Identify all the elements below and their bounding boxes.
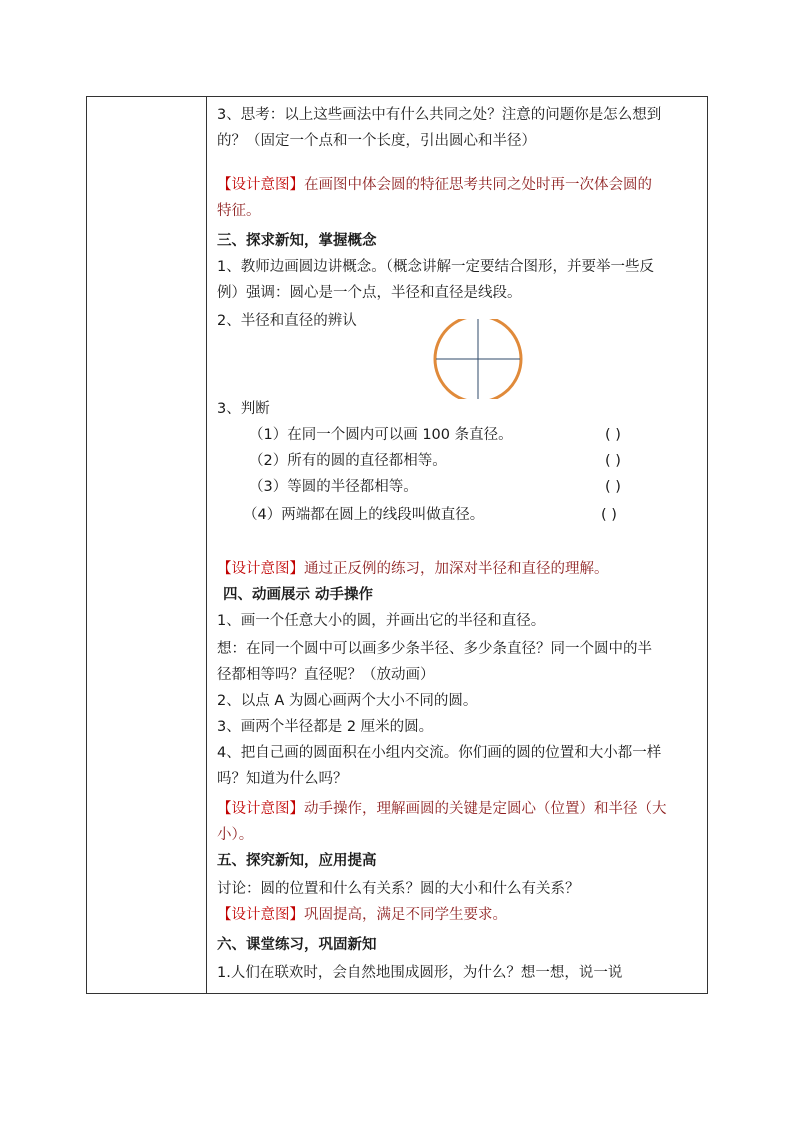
design-intent-label: 【设计意图】 [217, 177, 304, 193]
text-line: 2、以点 A 为圆心画两个大小不同的圆。 [217, 693, 478, 709]
design-intent-text: 通过正反例的练习，加深对半径和直径的理解。 [304, 561, 609, 577]
design-intent-text: 动手操作，理解画圆的关键是定圆心（位置）和半径（大 [304, 801, 667, 817]
answer-blank: ( ) [601, 507, 617, 523]
text-line: 4、把自己画的圆面积在小组内交流。你们画的圆的位置和大小都一样 [217, 745, 662, 761]
section-heading-4: 四、动画展示 动手操作 [223, 587, 374, 603]
text-line: 特征。 [217, 203, 261, 219]
section-heading-6: 六、课堂练习，巩固新知 [217, 937, 377, 953]
judge-item-3: （3）等圆的半径都相等。 [249, 479, 418, 495]
design-intent-text: 巩固提高，满足不同学生要求。 [304, 907, 507, 923]
column-divider [206, 97, 207, 993]
design-intent-4 [217, 905, 701, 925]
circle-diagram [431, 319, 525, 399]
design-intent-label: 【设计意图】 [217, 561, 304, 577]
text-line: 3、思考：以上这些画法中有什么共同之处？注意的问题你是怎么想到 [217, 107, 662, 123]
text-line: 1、画一个任意大小的圆，并画出它的半径和直径。 [217, 613, 546, 629]
judge-item-1: （1）在同一个圆内可以画 100 条直径。 [249, 427, 513, 443]
design-intent-2 [217, 559, 701, 579]
lesson-content [217, 97, 701, 993]
design-intent-text: 在画图中体会圆的特征思考共同之处时再一次体会圆的 [304, 177, 652, 193]
judge-item-2: （2）所有的圆的直径都相等。 [249, 453, 447, 469]
answer-blank: ( ) [605, 479, 621, 495]
answer-blank: ( ) [605, 453, 621, 469]
answer-blank: ( ) [605, 427, 621, 443]
text-line: 3、画两个半径都是 2 厘米的圆。 [217, 719, 434, 735]
text-line: 2、半径和直径的辨认 [217, 313, 357, 329]
text-line: 1.人们在联欢时，会自然地围成圆形，为什么？想一想，说一说 [217, 965, 623, 981]
text-line: 1、教师边画圆边讲概念。（概念讲解一定要结合图形，并要举一些反 [217, 259, 654, 275]
design-intent-label: 【设计意图】 [217, 801, 304, 817]
design-intent-label: 【设计意图】 [217, 907, 304, 923]
text-line: 3、判断 [217, 401, 270, 417]
text-line: 径都相等吗？直径呢？（放动画） [217, 667, 435, 683]
text-line: 讨论：圆的位置和什么有关系？圆的大小和什么有关系？ [217, 881, 580, 897]
text-line: 想：在同一个圆中可以画多少条半径、多少条直径？同一个圆中的半 [217, 641, 652, 657]
lesson-table [86, 96, 708, 994]
design-intent-3 [217, 799, 701, 819]
section-heading-5: 五、探究新知，应用提高 [217, 853, 377, 869]
judge-item-4: （4）两端都在圆上的线段叫做直径。 [243, 507, 485, 523]
design-intent-1 [217, 175, 701, 195]
text-line: 的？（固定一个点和一个长度，引出圆心和半径） [217, 133, 536, 149]
section-heading-3: 三、探求新知，掌握概念 [217, 233, 377, 249]
text-line: 例）强调：圆心是一个点，半径和直径是线段。 [217, 285, 522, 301]
text-line: 吗？知道为什么吗？ [217, 771, 348, 787]
text-line: 小）。 [217, 827, 254, 843]
